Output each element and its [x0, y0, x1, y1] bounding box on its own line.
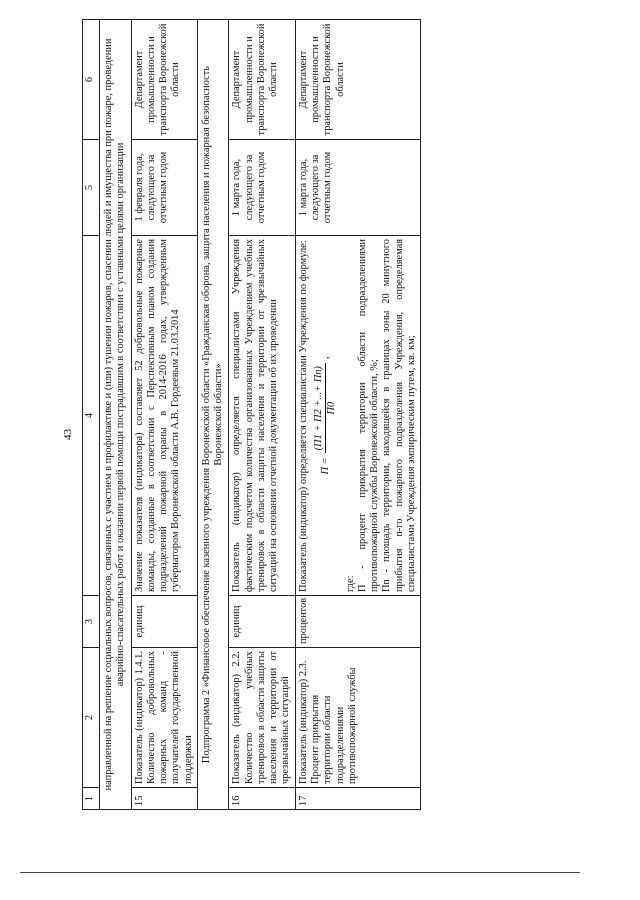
col-header-2: 2: [83, 648, 100, 788]
formula-numerator: (П1 + П2 +...+ Пn): [313, 363, 326, 453]
formula-lhs: П =: [319, 457, 331, 475]
col-header-4: 4: [83, 236, 100, 596]
unit: процентов: [295, 596, 420, 648]
formula-fraction: [313, 363, 339, 453]
intro-row: [100, 20, 132, 810]
method-where: где:: [344, 575, 356, 592]
indicator-name: Показатель (индикатор) 2.2. Количество учебных тренировок в области защиты населения и территории от чрезвычайных ситуаций: [229, 648, 295, 788]
calculation-method: Показатель (индикатор) определяется специалистами Учреждения фактическим подсчетом количества организованных Учреждением учебных тренировок в области защиты населения и территории от чрезвычайных ситуаций на основании отчетной документации об их проведении: [229, 236, 295, 596]
col-header-6: 6: [83, 20, 100, 140]
subprogram-row: [197, 20, 229, 810]
row-number: 17: [295, 788, 420, 810]
col-header-3: 3: [83, 596, 100, 648]
subprogram-title: Подпрограмма 2 «Финансовое обеспечение казенного учреждения Воронежской области «Гражданская оборона, защита населения и пожарная безопасность Воронежской области»: [197, 20, 229, 810]
formula-denominator: П0: [326, 401, 338, 415]
deadline: 1 марта года, следующего за отчетным годом: [229, 140, 295, 236]
unit: единиц: [229, 596, 295, 648]
row-number: 16: [229, 788, 295, 810]
calculation-method: Значение показателя (индикатора) составляет 52 добровольные пожарные команды, созданные в соответствии с Перспективным планом создания подразделений пожарной охраны в 2014-2016 годах, утвержденным губернатором Воронежской области А.В. Гордеевым 21.03.2014: [131, 236, 197, 596]
header-row: [83, 20, 100, 810]
indicator-name: Показатель (индикатор) 2.3. Процент прикрытия территории области подразделениями противопожарной службы: [295, 648, 420, 788]
indicator-name: Показатель (индикатор) 1.4.1. Количество добровольных пожарных команд - получателей государственной поддержки: [131, 648, 197, 788]
unit: единиц: [131, 596, 197, 648]
formula: П = (П1 + П2 +...+ Пn) П0 ,: [312, 356, 338, 475]
page-number: 43: [62, 429, 74, 440]
intro-text: направленной на решение социальных вопросов, связанных с участием в профилактике и (или) тушении пожаров, спасении людей и имущества при пожаре, проведении аварийно-спасательных работ и оказании первой помощи пострадавшим в соответствии с уставными целями организации: [100, 20, 132, 810]
col-header-1: 1: [83, 788, 100, 810]
row-number: 15: [131, 788, 197, 810]
footer-divider: [20, 872, 580, 873]
method-intro: Показатель (индикатор) определяется специалистами Учреждения по формуле:: [297, 240, 309, 592]
responsible: Департамент промышленности и транспорта Воронежской области: [131, 20, 197, 140]
responsible: Департамент промышленности и транспорта Воронежской области: [295, 20, 420, 140]
indicators-table: [82, 19, 421, 810]
method-pn-definition: Пn - площадь территории, находящейся в границах зоны 20 минутного прибытия n-го пожарного подразделения Учреждения, определяемая специалистами Учреждения эмпирическим путем, кв. км;: [381, 239, 417, 592]
table-row: [229, 20, 295, 810]
deadline: 1 февраля года, следующего за отчетным годом: [131, 140, 197, 236]
responsible: Департамент промышленности и транспорта Воронежской области: [229, 20, 295, 140]
col-header-5: 5: [83, 140, 100, 236]
calculation-method: [295, 236, 420, 596]
rotated-table-page: [82, 20, 622, 810]
table-row: [295, 20, 420, 810]
table-row: [131, 20, 197, 810]
deadline: 1 марта года, следующего за отчетным годом: [295, 140, 420, 236]
method-p-definition: П - процент прикрытия территории области подразделениями противопожарной службы Воронежской области, %;: [356, 239, 381, 592]
